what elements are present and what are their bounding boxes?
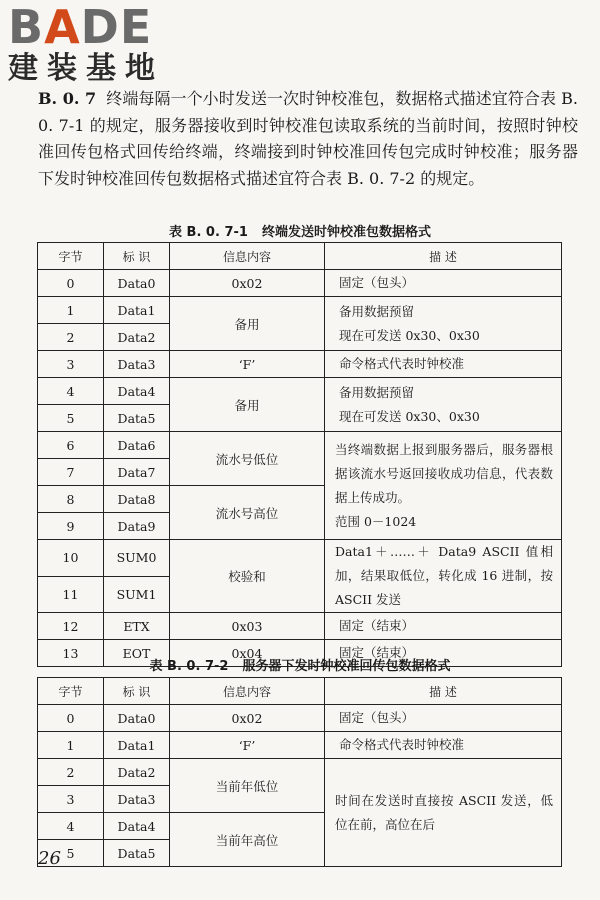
- table2: [37, 677, 562, 867]
- cell-info: 备用: [170, 378, 325, 432]
- cell-info: ‘F’: [170, 732, 325, 759]
- cell-desc: 固定（结束）: [325, 640, 562, 667]
- table-row: [38, 705, 562, 732]
- col-header-info: 信息内容: [170, 678, 325, 705]
- cell-id: Data4: [104, 378, 170, 405]
- cell-desc: 命令格式代表时钟校准: [325, 732, 562, 759]
- table2-caption: 表 B. 0. 7-2 服务器下发时钟校准回传包数据格式: [149, 659, 451, 674]
- cell-desc: 备用数据预留 现在可发送 0x30、0x30: [325, 378, 562, 432]
- cell-desc: 当终端数据上报到服务器后，服务器根据该流水号返回接收成功信息，代表数据上传成功。 范围 0－1024: [325, 432, 562, 540]
- cell-byte: 8: [38, 486, 104, 513]
- cell-byte: 0: [38, 705, 104, 732]
- cell-id: Data5: [104, 840, 170, 867]
- clause-text: 终端每隔一个小时发送一次时钟校准包，数据格式描述宜符合表 B. 0. 7-1 的规定，服务器接收到时钟校准包读取系统的当前时间，按照时钟校准回传包格式回传给终端，终端接到时钟校准回传包完成时钟校准；服务器下发时钟校准回传包数据格式描述宜符合表 B. 0. 7-2 的规定。: [38, 89, 578, 188]
- cell-info: ‘F’: [170, 351, 325, 378]
- cell-byte: 9: [38, 513, 104, 540]
- cell-id: Data0: [104, 270, 170, 297]
- cell-id: Data8: [104, 486, 170, 513]
- cell-info: 0x04: [170, 640, 325, 667]
- col-header-byte: 字节: [38, 678, 104, 705]
- logo-wordmark: BADE: [8, 0, 153, 54]
- table-row: [38, 432, 562, 459]
- cell-byte: 10: [38, 540, 104, 577]
- cell-desc: 命令格式代表时钟校准: [325, 351, 562, 378]
- cell-id: Data3: [104, 786, 170, 813]
- cell-info: 0x02: [170, 705, 325, 732]
- publisher-logo: [8, 0, 164, 86]
- cell-id: Data2: [104, 759, 170, 786]
- cell-byte: 5: [38, 840, 104, 867]
- clause-number: B. 0. 7: [38, 89, 97, 108]
- table-row: [38, 297, 562, 324]
- cell-id: Data1: [104, 297, 170, 324]
- cell-byte: 2: [38, 759, 104, 786]
- cell-byte: 12: [38, 613, 104, 640]
- cell-info: 0x02: [170, 270, 325, 297]
- col-header-byte: 字节: [38, 243, 104, 270]
- cell-id: Data4: [104, 813, 170, 840]
- cell-byte: 1: [38, 732, 104, 759]
- table-row: [38, 732, 562, 759]
- cell-info: 流水号低位: [170, 432, 325, 486]
- cell-byte: 4: [38, 813, 104, 840]
- cell-byte: 2: [38, 324, 104, 351]
- logo-subtitle: 建装基地: [8, 51, 164, 86]
- cell-desc: 固定（包头）: [325, 705, 562, 732]
- clause-b-0-7: [38, 86, 578, 192]
- table-row: [38, 759, 562, 786]
- cell-id: Data6: [104, 432, 170, 459]
- col-header-desc: 描 述: [325, 678, 562, 705]
- page-number: 26: [38, 848, 61, 869]
- cell-byte: 1: [38, 297, 104, 324]
- col-header-desc: 描 述: [325, 243, 562, 270]
- cell-desc: 时间在发送时直接按 ASCII 发送，低位在前，高位在后: [325, 759, 562, 867]
- cell-info: 备用: [170, 297, 325, 351]
- table-row: [38, 351, 562, 378]
- cell-id: Data7: [104, 459, 170, 486]
- cell-id: Data2: [104, 324, 170, 351]
- cell-byte: 3: [38, 786, 104, 813]
- cell-info: 当前年低位: [170, 759, 325, 813]
- cell-id: Data9: [104, 513, 170, 540]
- table2-header-row: [38, 678, 562, 705]
- col-header-id: 标 识: [104, 678, 170, 705]
- cell-byte: 5: [38, 405, 104, 432]
- cell-id: Data0: [104, 705, 170, 732]
- cell-byte: 3: [38, 351, 104, 378]
- cell-byte: 4: [38, 378, 104, 405]
- cell-desc: 固定（结束）: [325, 613, 562, 640]
- table-row: [38, 613, 562, 640]
- cell-info: 流水号高位: [170, 486, 325, 540]
- cell-id: SUM1: [104, 576, 170, 613]
- cell-byte: 0: [38, 270, 104, 297]
- cell-id: Data1: [104, 732, 170, 759]
- cell-id: Data5: [104, 405, 170, 432]
- table-row: [38, 378, 562, 405]
- cell-info: 0x03: [170, 613, 325, 640]
- cell-desc: 固定（包头）: [325, 270, 562, 297]
- cell-info: 校验和: [170, 540, 325, 613]
- cell-id: ETX: [104, 613, 170, 640]
- cell-desc: 备用数据预留 现在可发送 0x30、0x30: [325, 297, 562, 351]
- cell-id: SUM0: [104, 540, 170, 577]
- cell-byte: 13: [38, 640, 104, 667]
- cell-byte: 11: [38, 576, 104, 613]
- cell-desc: Data1＋……＋ Data9 ASCII 值相加，结果取低位，转化成 16 进制，按 ASCII 发送: [325, 540, 562, 613]
- cell-byte: 6: [38, 432, 104, 459]
- table1-caption: 表 B. 0. 7-1 终端发送时钟校准包数据格式: [169, 225, 431, 240]
- col-header-info: 信息内容: [170, 243, 325, 270]
- col-header-id: 标 识: [104, 243, 170, 270]
- table-row: [38, 270, 562, 297]
- table1: [37, 242, 562, 667]
- cell-byte: 7: [38, 459, 104, 486]
- cell-id: EOT: [104, 640, 170, 667]
- cell-info: 当前年高位: [170, 813, 325, 867]
- cell-id: Data3: [104, 351, 170, 378]
- table1-header-row: [38, 243, 562, 270]
- table-row: [38, 540, 562, 577]
